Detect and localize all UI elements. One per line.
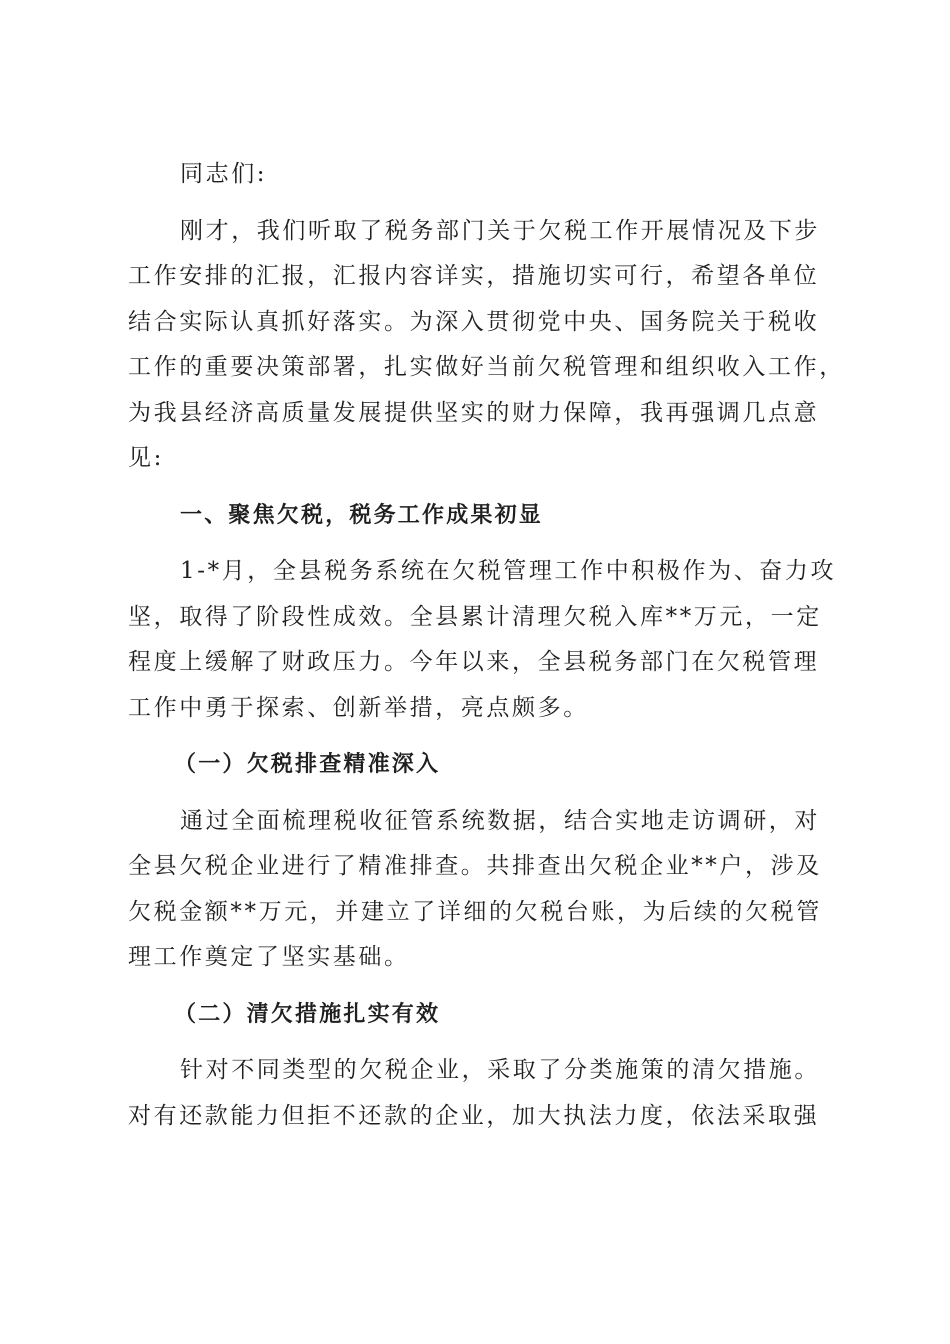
paragraph-line: 坚，取得了阶段性成效。全县累计清理欠税入库**万元，一定 xyxy=(128,603,822,630)
paragraph-line: 工作中勇于探索、创新举措，亮点颇多。 xyxy=(128,694,589,721)
section1-paragraph xyxy=(128,549,837,731)
subsection-heading-1: （一）欠税排查精准深入 xyxy=(174,752,441,777)
sub1-paragraph xyxy=(128,799,828,981)
paragraph-line: 结合实际认真抓好落实。为深入贯彻党中央、国务院关于税收 xyxy=(128,308,820,335)
paragraph-line: 为我县经济高质量发展提供坚实的财力保障，我再强调几点意 xyxy=(128,399,820,426)
intro-paragraph xyxy=(128,209,845,482)
paragraph-line: 全县欠税企业进行了精准排查。共排查出欠税企业**户，涉及 xyxy=(128,853,822,879)
paragraph-line: 见: xyxy=(128,445,164,471)
paragraph-line: 工作安排的汇报，汇报内容详实，措施切实可行，希望各单位 xyxy=(128,263,820,289)
paragraph-line: 针对不同类型的欠税企业，采取了分类施策的清欠措施。 xyxy=(180,1057,820,1083)
paragraph-line: 1-*月，全县税务系统在欠税管理工作中积极作为、奋力攻 xyxy=(180,558,837,584)
paragraph-line: 通过全面梳理税收征管系统数据，结合实地走访调研，对 xyxy=(180,807,820,834)
salutation-paragraph xyxy=(128,152,828,198)
paragraph-line: 工作的重要决策部署，扎实做好当前欠税管理和组织收入工作， xyxy=(128,354,845,380)
paragraph-line: 欠税金额**万元，并建立了详细的欠税台账，为后续的欠税管 xyxy=(128,898,822,925)
sub2-paragraph xyxy=(128,1048,828,1139)
section-heading-1: 一、聚焦欠税，税务工作成果初显 xyxy=(180,502,544,528)
paragraph-line: 理工作奠定了坚实基础。 xyxy=(128,944,410,970)
paragraph-line: 程度上缓解了财政压力。今年以来，全县税务部门在欠税管理 xyxy=(128,649,820,675)
paragraph-line: 对有还款能力但拒不还款的企业，加大执法力度，依法采取强 xyxy=(128,1102,820,1129)
paragraph-line: 刚才，我们听取了税务部门关于欠税工作开展情况及下步 xyxy=(180,217,820,244)
subsection-heading-2: （二）清欠措施扎实有效 xyxy=(174,1001,441,1027)
salutation: 同志们: xyxy=(180,161,268,187)
document-body xyxy=(128,152,845,1150)
